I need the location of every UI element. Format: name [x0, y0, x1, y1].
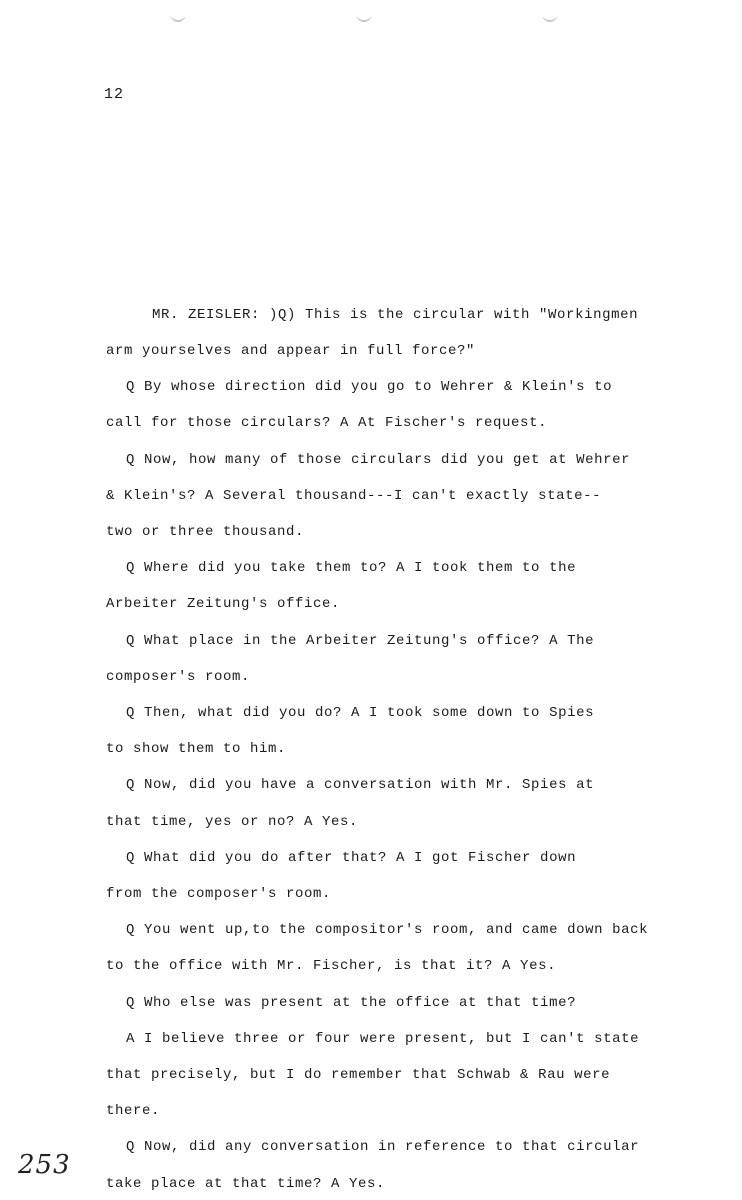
punch-hole-mark [356, 6, 372, 22]
text-line: Q Now, did any conversation in reference to that circular [126, 1139, 640, 1155]
punch-hole-mark [542, 6, 558, 22]
text-line: from the composer's room. [106, 886, 332, 902]
text-line: to the office with Mr. Fischer, is that it? A Yes. [106, 958, 557, 974]
text-line: to show them to him. [106, 741, 287, 757]
text-line: Q By whose direction did you go to Wehrer & Klein's to [126, 379, 613, 395]
text-line: call for those circulars? A At Fischer's request. [106, 415, 548, 431]
text-line: that precisely, but I do remember that Schwab & Rau were [106, 1067, 611, 1083]
text-line: composer's room. [106, 669, 251, 685]
text-line: Q Who else was present at the office at that time? [126, 995, 577, 1011]
text-line: & Klein's? A Several thousand---I can't exactly state-- [106, 488, 602, 504]
text-line: Q You went up,to the compositor's room, and came down back [126, 922, 649, 938]
text-line: Q Where did you take them to? A I took them to the [126, 560, 577, 576]
text-line: Q What did you do after that? A I got Fischer down [126, 850, 577, 866]
text-line: that time, yes or no? A Yes. [106, 814, 359, 830]
text-line: MR. ZEISLER: )Q) This is the circular with "Workingmen [152, 307, 639, 323]
page-number: 12 [104, 86, 125, 103]
punch-hole-mark [170, 6, 186, 22]
text-line: take place at that time? A Yes. [106, 1176, 386, 1192]
handwritten-margin-note: 253 [18, 1150, 71, 1180]
text-line: A I believe three or four were present, but I can't state [126, 1031, 640, 1047]
text-line: Q What place in the Arbeiter Zeitung's office? A The [126, 633, 595, 649]
text-line: Q Now, how many of those circulars did you get at Wehrer [126, 452, 631, 468]
text-line: two or three thousand. [106, 524, 305, 540]
text-line: there. [106, 1103, 161, 1119]
text-line: Q Then, what did you do? A I took some down to Spies [126, 705, 595, 721]
text-line: Q Now, did you have a conversation with Mr. Spies at [126, 777, 595, 793]
text-line: arm yourselves and appear in full force?" [106, 343, 476, 359]
text-line: Arbeiter Zeitung's office. [106, 596, 341, 612]
